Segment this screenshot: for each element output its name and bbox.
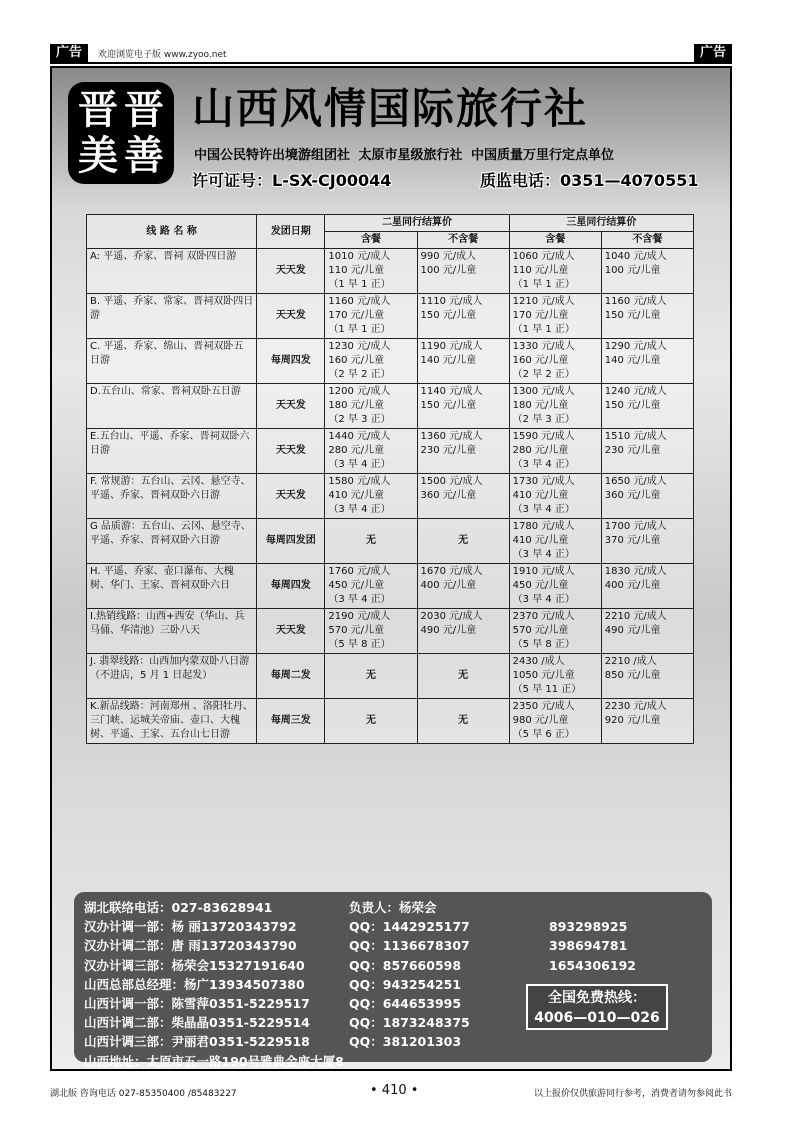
price-three-star-no-meal: 2210 /成人 850 元/儿童 — [601, 654, 693, 699]
contact-person: 湖北联络电话：027-83628941 — [84, 900, 273, 915]
agency-logo — [68, 82, 174, 184]
route-name: E.五台山、平遥、乔家、晋祠双卧六日游 — [87, 429, 257, 474]
license-number: 许可证号：L-SX-CJ00044 — [192, 171, 392, 190]
contact-qq: QQ：1136678307 — [349, 938, 470, 954]
contact-extra: 1654306192 — [549, 957, 636, 973]
route-name: B. 平遥、乔家、常家、晋祠双卧四日游 — [87, 294, 257, 339]
logo-char: 善 — [124, 132, 164, 179]
contact-person: 山西计调三部：尹丽君0351-5229518 — [84, 1034, 310, 1050]
ad-label-left: 广告 — [50, 44, 88, 62]
hotline-number: 4006—010—026 — [534, 1010, 660, 1026]
contact-panel — [74, 892, 712, 1069]
top-bar — [50, 44, 732, 64]
table-row — [87, 474, 694, 519]
price-three-star-meal: 1730 元/成人 410 元/儿童 （3 早 4 正） — [509, 474, 601, 519]
welcome-text[interactable]: 欢迎浏览电子版 www.zyoo.net — [98, 50, 227, 60]
table-row — [87, 249, 694, 294]
contact-qq: QQ：644653995 — [349, 996, 462, 1012]
header-three-star: 三星同行结算价 — [509, 215, 693, 232]
price-two-star-meal: 1010 元/成人 110 元/儿童 （1 早 1 正） — [325, 249, 417, 294]
departure-date: 每周三发 — [257, 699, 325, 744]
logo-char: 美 — [78, 132, 118, 179]
price-three-star-meal: 1300 元/成人 180 元/儿童 （2 早 3 正） — [509, 384, 601, 429]
price-three-star-no-meal: 1290 元/成人 140 元/儿童 — [601, 339, 693, 384]
price-three-star-no-meal: 2230 元/成人 920 元/儿童 — [601, 699, 693, 744]
route-name: I.热销线路：山西+西安（华山、兵马俑、华清池）三卧八天 — [87, 609, 257, 654]
price-three-star-no-meal: 1240 元/成人 150 元/儿童 — [601, 384, 693, 429]
table-row — [87, 564, 694, 609]
price-two-star-no-meal: 无 — [417, 654, 509, 699]
contact-person: 山西计调二部：柴晶晶0351-5229514 — [84, 1015, 310, 1031]
departure-date: 天天发 — [257, 249, 325, 294]
table-row — [87, 699, 694, 744]
price-two-star-meal: 2190 元/成人 570 元/儿童 （5 早 8 正） — [325, 609, 417, 654]
price-three-star-meal: 1060 元/成人 110 元/儿童 （1 早 1 正） — [509, 249, 601, 294]
logo-char: 晋 — [124, 86, 164, 133]
price-two-star-meal: 1160 元/成人 170 元/儿童 （1 早 1 正） — [325, 294, 417, 339]
price-three-star-no-meal: 1510 元/成人 230 元/儿童 — [601, 429, 693, 474]
price-two-star-meal: 1760 元/成人 450 元/儿童 （3 早 4 正） — [325, 564, 417, 609]
price-two-star-no-meal: 2030 元/成人 490 元/儿童 — [417, 609, 509, 654]
price-two-star-no-meal: 1670 元/成人 400 元/儿童 — [417, 564, 509, 609]
price-three-star-no-meal: 1700 元/成人 370 元/儿童 — [601, 519, 693, 564]
price-three-star-meal: 1780 元/成人 410 元/儿童 （3 早 4 正） — [509, 519, 601, 564]
contact-person: 山西计调一部：陈雪萍0351-5229517 — [84, 996, 310, 1012]
price-two-star-meal: 1580 元/成人 410 元/儿童 （3 早 4 正） — [325, 474, 417, 519]
contact-person: 山西总部总经理：杨广13934507380 — [84, 976, 305, 992]
page-number: • 410 • — [370, 1083, 419, 1098]
departure-date: 每周四发 — [257, 564, 325, 609]
contact-extra: 398694781 — [549, 938, 628, 954]
departure-date: 天天发 — [257, 609, 325, 654]
route-name: K.新品线路：河南郑州 、洛阳牡丹、三门峡、运城关帝庙、壶口、大槐树、平遥、王家、五台山七日游 — [87, 699, 257, 744]
agency-slogan: 中国公民特许出境游组团社 太原市星级旅行社 中国质量万里行定点单位 — [194, 148, 615, 163]
table-row — [87, 519, 694, 564]
price-three-star-no-meal: 1830 元/成人 400 元/儿童 — [601, 564, 693, 609]
price-three-star-meal: 1210 元/成人 170 元/儿童 （1 早 1 正） — [509, 294, 601, 339]
departure-date: 天天发 — [257, 429, 325, 474]
table-row — [87, 654, 694, 699]
price-two-star-no-meal: 990 元/成人 100 元/儿童 — [417, 249, 509, 294]
contact-qq: QQ：1442925177 — [349, 919, 470, 935]
price-three-star-meal: 1910 元/成人 450 元/儿童 （3 早 4 正） — [509, 564, 601, 609]
price-two-star-no-meal: 无 — [417, 519, 509, 564]
contact-qq: QQ：381201303 — [349, 1034, 462, 1050]
contact-qq: 负责人：杨荣会 — [349, 900, 437, 915]
price-table — [86, 214, 694, 744]
header-date: 发团日期 — [257, 215, 325, 249]
departure-date: 天天发 — [257, 384, 325, 429]
table-row — [87, 609, 694, 654]
route-name: F. 常规游：五台山、云冈、悬空寺、平遥、乔家、晋祠双卧六日游 — [87, 474, 257, 519]
price-two-star-meal: 1230 元/成人 160 元/儿童 （2 早 2 正） — [325, 339, 417, 384]
header-with-meal: 含餐 — [325, 232, 417, 249]
contact-extra: 893298925 — [549, 919, 628, 935]
contact-qq: QQ：1873248375 — [349, 1015, 470, 1031]
contact-row — [84, 917, 702, 936]
header-route: 线 路 名 称 — [87, 215, 257, 249]
contact-qq: QQ：857660598 — [349, 957, 462, 973]
ad-frame — [50, 66, 732, 1071]
contact-qq: QQ：943254251 — [349, 976, 462, 992]
price-three-star-no-meal: 1040 元/成人 100 元/儿童 — [601, 249, 693, 294]
price-three-star-meal: 2370 元/成人 570 元/儿童 （5 早 8 正） — [509, 609, 601, 654]
departure-date: 天天发 — [257, 294, 325, 339]
price-two-star-no-meal: 1360 元/成人 230 元/儿童 — [417, 429, 509, 474]
price-three-star-meal: 1330 元/成人 160 元/儿童 （2 早 2 正） — [509, 339, 601, 384]
contact-row — [84, 1052, 702, 1071]
route-name: D.五台山、常家、晋祠双卧五日游 — [87, 384, 257, 429]
price-three-star-no-meal: 1650 元/成人 360 元/儿童 — [601, 474, 693, 519]
route-name: A: 平遥、乔家、晋祠 双卧四日游 — [87, 249, 257, 294]
departure-date: 每周二发 — [257, 654, 325, 699]
table-row — [87, 429, 694, 474]
table-row — [87, 384, 694, 429]
route-name: G 品质游：五台山、云冈、悬空寺、平遥、乔家、晋祠双卧六日游 — [87, 519, 257, 564]
contact-row — [84, 1032, 702, 1051]
footer-disclaimer: 以上报价仅供旅游同行参考，消费者请勿参阅此书 — [533, 1089, 732, 1099]
departure-date: 天天发 — [257, 474, 325, 519]
price-three-star-meal: 2430 /成人 1050 元/儿童 （5 早 11 正） — [509, 654, 601, 699]
ad-label-right: 广告 — [694, 44, 732, 62]
contact-person: 山西地址：太原市五一路190号雅典金座大厦8 — [84, 1053, 344, 1069]
price-two-star-no-meal: 1140 元/成人 150 元/儿童 — [417, 384, 509, 429]
header-two-star: 二星同行结算价 — [325, 215, 509, 232]
contact-person: 汉办计调三部：杨荣会15327191640 — [84, 957, 305, 973]
header-without-meal: 不含餐 — [601, 232, 693, 249]
price-two-star-no-meal: 1110 元/成人 150 元/儿童 — [417, 294, 509, 339]
contact-person: 汉办计调一部：杨 丽13720343792 — [84, 919, 297, 935]
departure-date: 每周四发 — [257, 339, 325, 384]
price-two-star-meal: 无 — [325, 699, 417, 744]
price-three-star-meal: 1590 元/成人 280 元/儿童 （3 早 4 正） — [509, 429, 601, 474]
table-row — [87, 294, 694, 339]
agency-name: 山西风情国际旅行社 — [192, 84, 589, 133]
logo-char: 晋 — [78, 86, 118, 133]
footer-contact: 湖北版 咨询电话 027-85350400 /85483227 — [50, 1089, 237, 1099]
route-name: H. 平遥、乔家、壶口瀑布、大槐树、华门、王家、晋祠双卧六日 — [87, 564, 257, 609]
header-without-meal: 不含餐 — [417, 232, 509, 249]
departure-date: 每周四发团 — [257, 519, 325, 564]
contact-row — [84, 936, 702, 955]
price-two-star-no-meal: 1500 元/成人 360 元/儿童 — [417, 474, 509, 519]
price-three-star-meal: 2350 元/成人 980 元/儿童 （5 早 6 正） — [509, 699, 601, 744]
hotline-box — [526, 984, 668, 1030]
price-two-star-no-meal: 1190 元/成人 140 元/儿童 — [417, 339, 509, 384]
table-row — [87, 339, 694, 384]
price-two-star-meal: 1440 元/成人 280 元/儿童 （3 早 4 正） — [325, 429, 417, 474]
contact-row — [84, 898, 702, 917]
price-two-star-meal: 1200 元/成人 180 元/儿童 （2 早 3 正） — [325, 384, 417, 429]
price-three-star-no-meal: 2210 元/成人 490 元/儿童 — [601, 609, 693, 654]
contact-row — [84, 956, 702, 975]
price-three-star-no-meal: 1160 元/成人 150 元/儿童 — [601, 294, 693, 339]
price-two-star-meal: 无 — [325, 519, 417, 564]
contact-person: 汉办计调二部：唐 雨13720343790 — [84, 938, 297, 954]
price-two-star-no-meal: 无 — [417, 699, 509, 744]
hotline-title: 全国免费热线： — [548, 990, 646, 1006]
price-two-star-meal: 无 — [325, 654, 417, 699]
header-with-meal: 含餐 — [509, 232, 601, 249]
route-name: C. 平遥、乔家、绵山、晋祠双卧五日游 — [87, 339, 257, 384]
quality-phone: 质监电话：0351—4070551 — [480, 171, 699, 190]
route-name: J. 翡翠线路：山西加内蒙双卧八日游 （不进店，5 月 1 日起发） — [87, 654, 257, 699]
